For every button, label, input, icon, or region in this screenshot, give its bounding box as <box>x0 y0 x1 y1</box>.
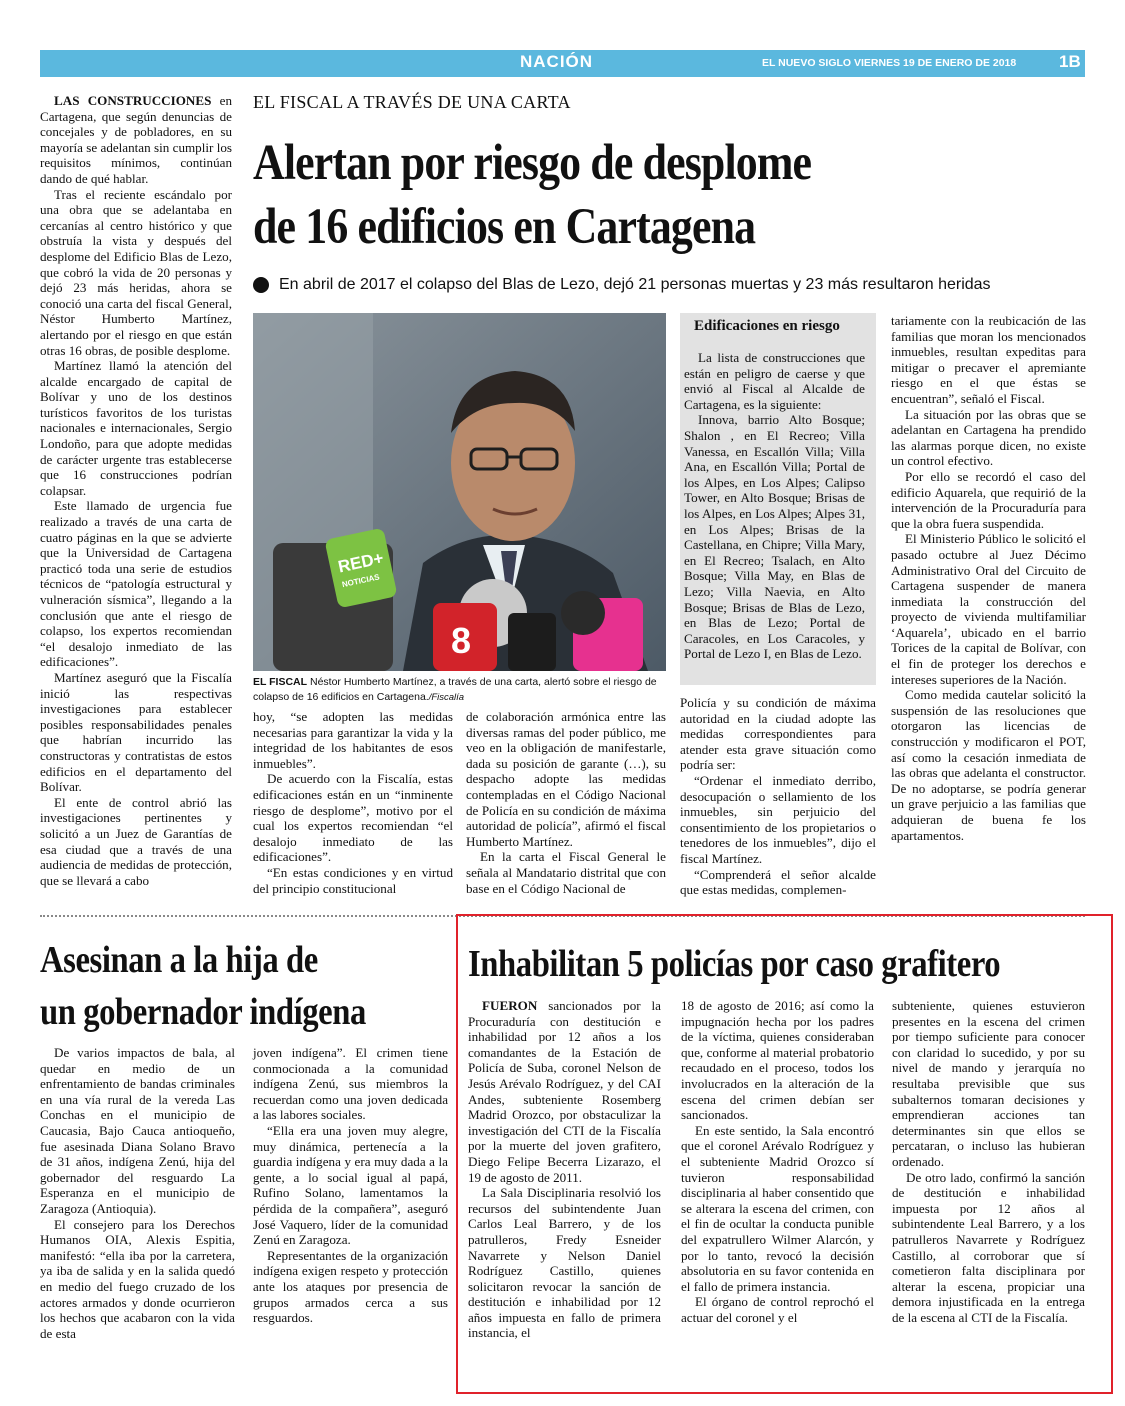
lead-word: LAS CONSTRUCCIONES <box>54 93 212 108</box>
story2-column-2: joven indígena”. El crimen tiene conmocionada a la comunidad indígena Zenú, sus miembros la recuerdan como una joven dedicada a las labores sociales. “Ella era una joven muy alegre, muy dinámica, pertenecía a la guardia indígena y era muy dada a la gente, a lo social igual al papá, Rufino Solano, lamentamos la pérdida de la compañera”, aseguró José Vaquero, líder de la comunidad Zenú en Zaragoza. Representantes de la organización indígena exigen respeto y protección ante los ataques por presencia de grupos armados cerca a sus resguardos. <box>253 1045 448 1326</box>
sidebox-text: La lista de construcciones que están en peligro de caerse y que envió al Fiscal al Alcalde de Cartagena, es la siguiente: Innova, barrio Alto Bosque; Shalon , en El Recreo; Villa Vanessa, en Escallón Villa; Villa Ana, en Escallón Villa; Portal de los Alpes, en Los Alpes; Calipso Tower, en Alto Bosque; Brisas de los Alpes, en Los Alpes; Alpes 31, en Los Alpes; Brisas de la Castellana, en Chipre; Villa Mary, en El Recreo; Tsalach, en Alto Bosque; Villa May, en Blas de Lezo; Villa Naevia, en Alto Bosque; Brisas de Blas de Lezo, en Blas de Lezo; Portal de Caracoles, en Los Caracoles, y Portal de Lezo I, en Blas de Lezo. <box>684 350 865 662</box>
mic-label-red: RED+ <box>336 548 386 577</box>
subheadline: En abril de 2017 el colapso del Blas de Lezo, dejó 21 personas muertas y 23 más resultaron heridas <box>253 276 991 294</box>
sidebox-title: Edificaciones en riesgo <box>694 318 840 334</box>
story3-column-2: 18 de agosto de 2016; así como la impugnación hecha por los padres de la víctima, quienes consideraban que, conforme al material probatorio recaudado en el proceso, todos los involucrados en la alteración de la escena del crimen debían ser sancionados. En este sentido, la Sala encontró que el coronel Arévalo Rodríguez y el subteniente Madrid Orozco sí tuvieron responsabilidad disciplinaria al haber consentido que se alterara la escena del crimen, con el fin de ocultar la conducta punible del expatrullero Wilmer Alarcón, y por lo tanto, revocó la decisión absolutoria en su favor contenida en el fallo de primera instancia. El órgano de control reprochó el actuar del coronel y el <box>681 998 874 1325</box>
fiscal-photo-illustration <box>253 313 666 671</box>
bullet-icon <box>253 277 269 293</box>
page-number: 1B <box>1059 52 1081 71</box>
story2-column-1: De varios impactos de bala, al quedar en medio de un enfrentamiento de bandas criminales en una vía rural de la vereda Las Conchas en el municipio de Caucasia, Bajo Cauca antioqueño, fue asesinada Diana Solano Bravo de 31 años, indígena Zenú, hija del gobernador del resguardo La Esperanza en el municipio de Zaragoza (Antioquia). El consejero para los Derechos Humanos OIA, Alexis Espitia, manifestó: “ella iba por la carretera, ya iba de salida y en la salida quedó en medio del fuego cruzado de los actores armados y donde ocurrieron los hechos que acabaron con la vida de esta <box>40 1045 235 1341</box>
mic-label-8: 8 <box>451 620 472 661</box>
section-name: NACIÓN <box>520 52 594 71</box>
fiscal-photo <box>253 313 666 671</box>
main-story-column-2: hoy, “se adopten las medidas necesarias para garantizar la vida y la integridad de los habitantes de esos inmuebles”. De acuerdo con la Fiscalía, estas edificaciones están en un “inminente riesgo de desplome”, motivo por el cual los expertos recomiendan “el desalojo inmediato de las edificaciones”. “En estas condiciones y en virtud del principio constitucional <box>253 709 453 896</box>
mic-label-noticias: NOTICIAS <box>341 572 381 590</box>
story-kicker: EL FISCAL A TRAVÉS DE UNA CARTA <box>253 92 571 112</box>
story3-column-3: subteniente, quienes estuvieron presentes en la escena del crimen por tiempo suficiente para conocer con claridad lo sucedido, y por su nivel de mando y jerarquía no resultaba previsible que sus subalternos tomaran decisiones y emprendieran acciones tan determinantes sin que ellos se percataran, o incluso las hubieran ordenado. De otro lado, confirmó la sanción de destitución e inhabilidad impuesta por 12 años al subintendente Leal Barrero, y a los patrulleros Navarrete y Rodríguez Castillo, al corroborar que sí cometieron falta disciplinara por alterar la escena, propiciar una demora injustificada en la entrega de la escena al CTI de la Fiscalía. <box>892 998 1085 1325</box>
story2-headline: Asesinan a la hija de un gobernador indígena <box>40 939 366 1033</box>
main-story-column-5: tariamente con la reubicación de las familias que moran los mencionados inmuebles, resultan expeditas para mitigar o precaver el apremiante riesgo en el que éstas se encuentran”, señaló el Fiscal. La situación por las obras que se adelantan en Cartagena ha prendido las alarmas porque dicen, no existe un control efectivo. Por ello se recordó el caso del edificio Aquarela, que requirió de la intervención de la Procuraduría para que la obra fuera suspendida. El Ministerio Público le solicitó el pasado octubre al Juez Décimo Administrativo Oral del Circuito de Cartagena suspender de manera inmediata la construcción del proyecto de vivienda multifamiliar ‘Aquarela’, ubicado en el barrio Torices de la capital de Bolívar, con el fin de proteger los derechos e intereses superiores de la Nación. Como medida cautelar solicitó la suspensión de las resoluciones que otorgaron las licencias de construcción y modificaron el POT, así como la cesación inmediata de las obras que adelanta el constructor. De no adoptarse, se podría generar un grave perjuicio a las familias que adquieran de buena fe los apartamentos. <box>891 313 1086 843</box>
main-headline: Alertan por riesgo de desplome de 16 edificios en Cartagena <box>253 135 812 255</box>
lead-word: FUERON <box>482 998 538 1013</box>
main-story-column-1: LAS CONSTRUCCIONES en Cartagena, que según denuncias de concejales y de pobladores, en su mayoría se adelantan sin cumplir los requisitos mínimos, continúan dando de qué hablar. Tras el reciente escándalo por una obra que se adelantaba en cercanías al centro histórico y que obstruía la vista y después del desplome del Edificio Blas de Lezo, que cobró la vida de 20 personas y dejó 23 más heridas, ahora se conoció una carta del fiscal General, Néstor Humberto Martínez, alertando por el riesgo en que están otras 16 obras, de posible desplome. Martínez llamó la atención del alcalde encargado de capital de Bolívar y uno de los destinos turísticos favoritos de los turistas nacionales e internacionales, Sergio Londoño, para que adopte medidas de carácter urgente tras establecerse que 16 construcciones podrían colapsar. Este llamado de urgencia fue realizado a través de una carta de cuatro páginas en la que se advierte que la Universidad de Cartagena practicó toda una serie de estudios técnicos de “patología estructural y vulneración sísmica”, llegando a la conclusión que ante el riesgo de colapso, los expertos recomiendan “el desalojo inmediato de las edificaciones”. Martínez aseguró que la Fiscalía inició las respectivas investigaciones para establecer posibles responsabilidades penales que habrían incurrido las constructoras y contratistas de estos edificios en el departamento del Bolívar. El ente de control abrió las investigaciones pertinentes y solicitó a un Juez de Garantías de esa ciudad que a través de una audiencia de medidas de protección, que se llevará a cabo <box>40 93 232 888</box>
main-story-column-3: de colaboración armónica entre las diversas ramas del poder público, me veo en la obligación de manifestarle, dada su posición de garante (…), su despacho adopte las medidas contempladas en el Código Nacional de Policía en su condición de máxima autoridad de policía”, afirmó el fiscal Humberto Martínez. En la carta el Fiscal General le señala al Mandatario distrital que con base en el Código Nacional de <box>466 709 666 896</box>
story3-headline: Inhabilitan 5 policías por caso grafitero <box>468 943 1001 985</box>
main-story-column-4: Policía y su condición de máxima autoridad en la ciudad adopte las medidas correspondientes para atender esta grave situación como podría ser: “Ordenar el inmediato derribo, desocupación o sellamiento de los inmuebles, sin perjuicio del consentimiento de los propietarios o tenedores de los inmuebles”, dijo el fiscal Martínez. “Comprenderá el señor alcalde que estas medidas, complemen- <box>680 695 876 898</box>
photo-caption: EL FISCAL Néstor Humberto Martínez, a través de una carta, alertó sobre el riesgo de colapso de 16 edificios en Cartagena./Fiscalía <box>253 676 657 703</box>
story3-column-1: FUERON sancionados por la Procuraduría con destitución e inhabilidad por 12 años a los comandantes de la Estación de Policía de Suba, coronel Nelson de Jesús Arévalo Rodríguez, y del CAI Andes, subteniente Rosemberg Madrid Orozco, por obstaculizar la investigación del CTI de la Fiscalía por la muerte del joven grafitero, Diego Felipe Becerra Lizarazo, el 19 de agosto de 2011. La Sala Disciplinaria resolvió los recursos del subintendente Juan Carlos Leal Barrero, y de los patrulleros, Fredy Esneider Navarrete y Nelson Daniel Rodríguez Castillo, quienes solicitaron revocar la sanción de destitución e inhabilidad por 12 años impuesta en fallo de primera instancia, el <box>468 998 661 1341</box>
paper-name-date: EL NUEVO SIGLO VIERNES 19 DE ENERO DE 2018 <box>762 57 1017 69</box>
